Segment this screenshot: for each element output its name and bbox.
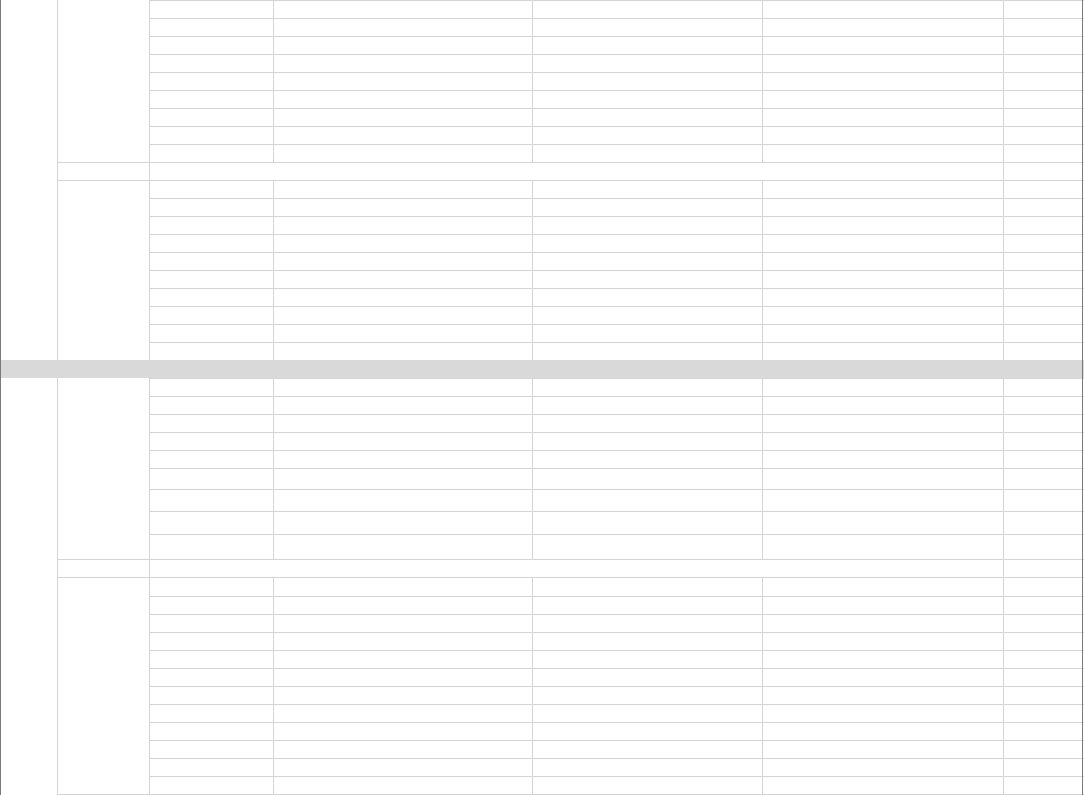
time-cell [149, 704, 273, 722]
category-cell [1003, 108, 1084, 126]
category-cell [1003, 650, 1084, 668]
time-cell [149, 36, 273, 54]
name-cell [762, 108, 1003, 126]
name-cell [762, 534, 1003, 559]
grid-line [1003, 180, 1004, 360]
grid-line [149, 162, 150, 180]
grid-line [762, 577, 763, 794]
program-cell [273, 126, 532, 144]
performer-cell [532, 324, 762, 342]
performer-cell [532, 650, 762, 668]
performer-cell [532, 686, 762, 704]
time-cell [149, 650, 273, 668]
program-cell [273, 18, 532, 36]
name-cell [762, 596, 1003, 614]
name-cell [762, 0, 1003, 18]
name-cell [762, 378, 1003, 396]
program-cell [273, 432, 532, 450]
category-cell [1003, 54, 1084, 72]
time-cell [149, 144, 273, 162]
program-cell [273, 90, 532, 108]
program-cell [273, 650, 532, 668]
grid-line [1003, 559, 1004, 577]
category-cell [1003, 0, 1084, 18]
time-cell [149, 577, 273, 596]
name-cell [762, 450, 1003, 468]
name-cell [762, 432, 1003, 450]
time-cell [149, 216, 273, 234]
program-cell [273, 414, 532, 432]
category-cell [1003, 511, 1084, 534]
name-cell [762, 198, 1003, 216]
name-cell [762, 722, 1003, 740]
performer-cell [532, 740, 762, 758]
name-cell [762, 252, 1003, 270]
performer-cell [532, 534, 762, 559]
category-cell [1003, 614, 1084, 632]
program-cell [273, 324, 532, 342]
category-cell [1003, 144, 1084, 162]
grid-line [57, 577, 1084, 578]
name-cell [762, 288, 1003, 306]
time-cell [149, 396, 273, 414]
performer-cell [532, 668, 762, 686]
name-cell [762, 704, 1003, 722]
grid-line [532, 577, 533, 794]
name-cell [762, 776, 1003, 794]
category-cell [1003, 306, 1084, 324]
program-cell [273, 668, 532, 686]
performer-cell [532, 511, 762, 534]
program-cell [273, 468, 532, 489]
time-cell [149, 632, 273, 650]
program-cell [273, 198, 532, 216]
name-cell [762, 270, 1003, 288]
performer-cell [532, 776, 762, 794]
time-cell [149, 288, 273, 306]
performer-cell [532, 18, 762, 36]
performer-cell [532, 596, 762, 614]
time-cell [149, 108, 273, 126]
grid-line [149, 378, 150, 559]
name-cell [762, 396, 1003, 414]
program-cell [273, 534, 532, 559]
grid-line [532, 0, 533, 162]
program-cell [273, 511, 532, 534]
performer-cell [532, 288, 762, 306]
program-cell [273, 614, 532, 632]
performer-cell [532, 414, 762, 432]
performer-cell [532, 126, 762, 144]
time-cell [149, 234, 273, 252]
category-cell [1003, 668, 1084, 686]
category-cell [1003, 18, 1084, 36]
time-cell [149, 511, 273, 534]
performer-cell [532, 489, 762, 511]
name-cell [762, 577, 1003, 596]
program-cell [273, 704, 532, 722]
category-cell [1003, 596, 1084, 614]
program-cell [273, 450, 532, 468]
grid-line [273, 577, 274, 794]
time-cell [149, 758, 273, 776]
program-cell [273, 234, 532, 252]
grid-line [762, 180, 763, 360]
performer-cell [532, 577, 762, 596]
program-cell [273, 180, 532, 198]
program-cell [273, 0, 532, 18]
category-cell [1003, 216, 1084, 234]
time-cell [149, 686, 273, 704]
category-cell [1003, 378, 1084, 396]
grid-line [762, 0, 763, 162]
time-cell [149, 198, 273, 216]
name-cell [762, 468, 1003, 489]
day-separator [0, 360, 1084, 378]
program-cell [273, 252, 532, 270]
performer-cell [532, 108, 762, 126]
category-cell [1003, 396, 1084, 414]
category-cell [1003, 534, 1084, 559]
performer-cell [532, 468, 762, 489]
time-cell [149, 534, 273, 559]
name-cell [762, 216, 1003, 234]
program-cell [273, 378, 532, 396]
performer-cell [532, 722, 762, 740]
time-cell [149, 342, 273, 360]
period-label [57, 180, 149, 360]
time-cell [149, 468, 273, 489]
performer-cell [532, 396, 762, 414]
name-cell [762, 18, 1003, 36]
program-cell [273, 270, 532, 288]
lunch-break-cell [149, 559, 1003, 577]
grid-line [1003, 577, 1004, 794]
program-cell [273, 596, 532, 614]
grid-line [149, 180, 150, 360]
category-cell [1003, 342, 1084, 360]
category-cell [1003, 577, 1084, 596]
performer-cell [532, 198, 762, 216]
name-cell [762, 511, 1003, 534]
performer-cell [532, 704, 762, 722]
category-cell [1003, 90, 1084, 108]
name-cell [762, 632, 1003, 650]
time-cell [149, 740, 273, 758]
category-cell [1003, 36, 1084, 54]
category-cell [1003, 468, 1084, 489]
performer-cell [532, 632, 762, 650]
program-cell [273, 342, 532, 360]
category-cell [1003, 704, 1084, 722]
program-cell [273, 54, 532, 72]
time-cell [149, 668, 273, 686]
grid-line [762, 378, 763, 559]
name-cell [762, 126, 1003, 144]
lunch-break-cell [149, 162, 1003, 180]
program-cell [273, 577, 532, 596]
performer-cell [532, 234, 762, 252]
time-cell [149, 450, 273, 468]
performer-cell [532, 252, 762, 270]
grid-line [149, 559, 150, 577]
grid-line [1003, 378, 1004, 559]
category-cell [1003, 432, 1084, 450]
category-cell [1003, 758, 1084, 776]
category-cell [1003, 450, 1084, 468]
category-cell [1003, 414, 1084, 432]
name-cell [762, 758, 1003, 776]
performer-cell [532, 270, 762, 288]
grid-line [1003, 162, 1004, 180]
program-cell [273, 758, 532, 776]
name-cell [762, 144, 1003, 162]
date-cell [0, 0, 57, 360]
grid-line [273, 180, 274, 360]
performer-cell [532, 342, 762, 360]
time-cell [149, 180, 273, 198]
time-cell [149, 414, 273, 432]
performer-cell [532, 216, 762, 234]
name-cell [762, 306, 1003, 324]
grid-line [0, 0, 1, 795]
category-cell [1003, 686, 1084, 704]
performer-cell [532, 36, 762, 54]
program-cell [273, 144, 532, 162]
time-cell [149, 72, 273, 90]
time-cell [149, 18, 273, 36]
performer-cell [532, 90, 762, 108]
category-cell [1003, 489, 1084, 511]
performer-cell [532, 378, 762, 396]
category-cell [1003, 740, 1084, 758]
grid-line [273, 0, 274, 162]
program-cell [273, 36, 532, 54]
time-cell [149, 378, 273, 396]
category-cell [1003, 632, 1084, 650]
name-cell [762, 90, 1003, 108]
name-cell [762, 489, 1003, 511]
category-cell [1003, 776, 1084, 794]
performer-cell [532, 758, 762, 776]
performer-cell [532, 614, 762, 632]
category-cell [1003, 72, 1084, 90]
time-cell [149, 614, 273, 632]
program-cell [273, 72, 532, 90]
name-cell [762, 668, 1003, 686]
grid-line [149, 577, 150, 794]
program-cell [273, 489, 532, 511]
category-cell [1003, 270, 1084, 288]
time-cell [149, 0, 273, 18]
time-cell [149, 54, 273, 72]
performer-cell [532, 54, 762, 72]
time-cell [149, 776, 273, 794]
performer-cell [532, 0, 762, 18]
program-cell [273, 632, 532, 650]
category-cell [1003, 722, 1084, 740]
period-label [57, 0, 149, 162]
performer-cell [532, 306, 762, 324]
name-cell [762, 180, 1003, 198]
program-cell [273, 722, 532, 740]
performer-cell [532, 432, 762, 450]
grid-line [1082, 0, 1083, 795]
category-cell [1003, 198, 1084, 216]
name-cell [762, 414, 1003, 432]
name-cell [762, 740, 1003, 758]
program-cell [273, 216, 532, 234]
program-cell [273, 108, 532, 126]
time-cell [149, 270, 273, 288]
time-cell [149, 324, 273, 342]
name-cell [762, 36, 1003, 54]
program-cell [273, 686, 532, 704]
performer-cell [532, 450, 762, 468]
program-cell [273, 396, 532, 414]
grid-line [532, 378, 533, 559]
time-cell [149, 432, 273, 450]
time-cell [149, 90, 273, 108]
program-cell [273, 740, 532, 758]
category-cell [1003, 126, 1084, 144]
time-cell [149, 126, 273, 144]
grid-line [149, 0, 150, 162]
period-label [57, 577, 149, 794]
time-cell [149, 306, 273, 324]
name-cell [762, 342, 1003, 360]
name-cell [762, 234, 1003, 252]
time-cell [149, 489, 273, 511]
period-label [57, 378, 149, 559]
grid-line [1003, 0, 1004, 162]
grid-line [273, 378, 274, 559]
category-cell [1003, 252, 1084, 270]
name-cell [762, 54, 1003, 72]
category-cell [1003, 234, 1084, 252]
name-cell [762, 324, 1003, 342]
date-cell [0, 378, 57, 794]
program-cell [273, 776, 532, 794]
category-cell [1003, 288, 1084, 306]
name-cell [762, 614, 1003, 632]
time-cell [149, 596, 273, 614]
program-cell [273, 288, 532, 306]
name-cell [762, 686, 1003, 704]
time-cell [149, 252, 273, 270]
category-cell [1003, 324, 1084, 342]
name-cell [762, 650, 1003, 668]
name-cell [762, 72, 1003, 90]
category-cell [1003, 180, 1084, 198]
program-cell [273, 306, 532, 324]
grid-line [57, 180, 1084, 181]
performer-cell [532, 72, 762, 90]
performer-cell [532, 180, 762, 198]
grid-line [532, 180, 533, 360]
time-cell [149, 722, 273, 740]
performer-cell [532, 144, 762, 162]
